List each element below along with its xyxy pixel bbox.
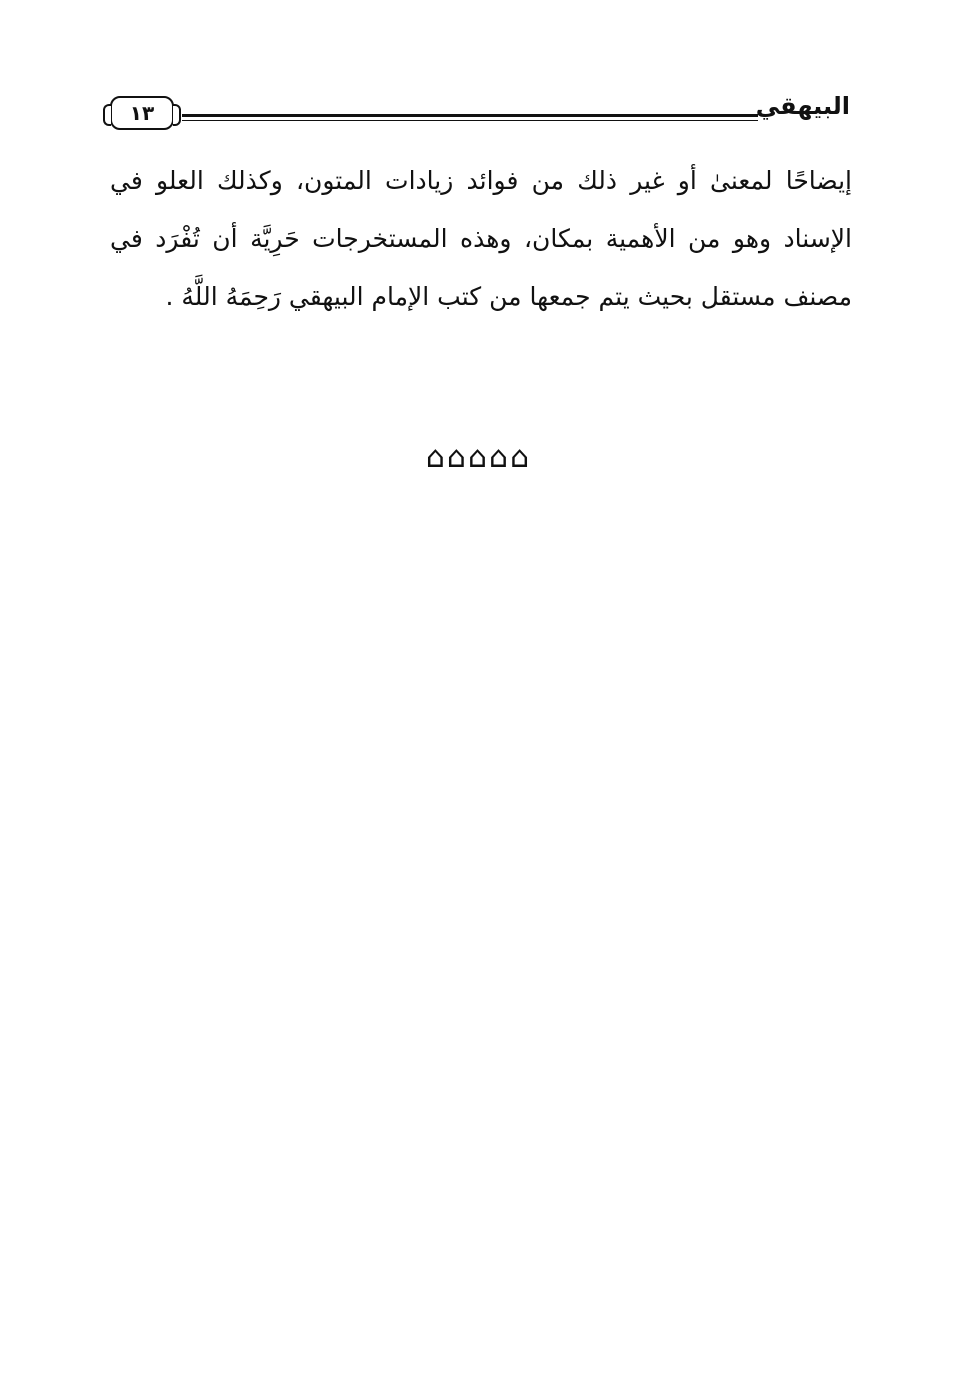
body-paragraph — [110, 152, 852, 326]
paragraph-line: مصنف مستقل بحيث يتم جمعها من كتب الإمام البيهقي رَحِمَهُ اللَّهُ . — [165, 282, 852, 311]
section-end-ornament: ⌂⌂⌂⌂⌂ — [425, 440, 532, 475]
paragraph-line: إيضاحًا لمعنىٰ أو غير ذلك من فوائد زيادات المتون، وكذلك العلو في — [110, 166, 852, 195]
page-header — [110, 92, 850, 140]
running-title: البيهقي — [755, 92, 850, 120]
header-rule — [182, 114, 758, 117]
page-number: ١٣ — [110, 96, 174, 130]
paragraph-line: الإسناد وهو من الأهمية بمكان، وهذه المستخرجات حَرِيَّة أن تُفْرَد في — [110, 224, 852, 253]
